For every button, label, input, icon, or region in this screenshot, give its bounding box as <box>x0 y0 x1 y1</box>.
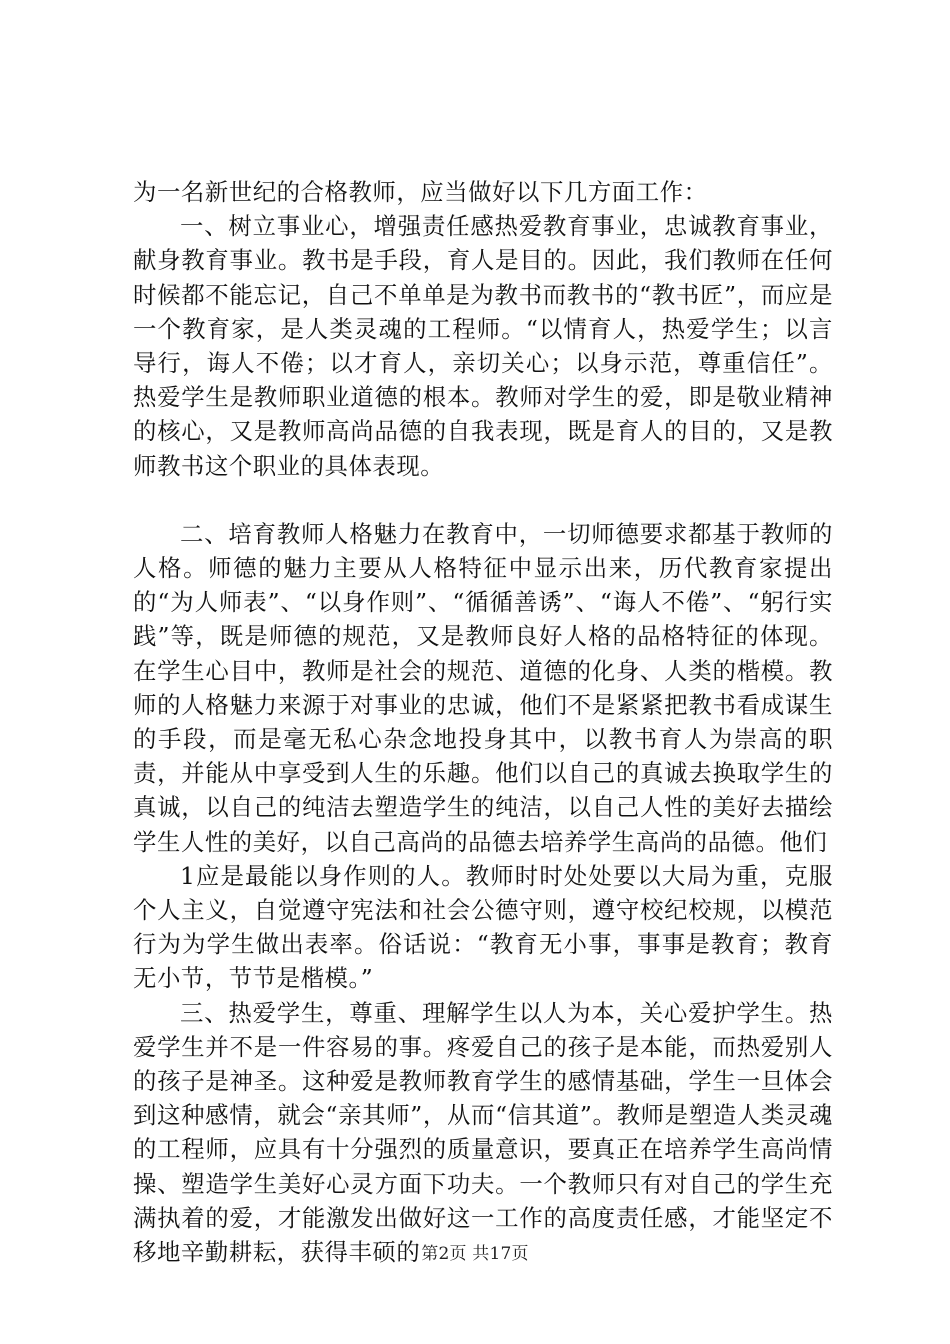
paragraph-continuation: 1应是最能以身作则的人。教师时时处处要以大局为重，克服个人主义，自觉遵守宪法和社会公德守则，遵守校纪校规，以模范行为为学生做出表率。俗话说：“教育无小事，事事是教育；教育无小节，节节是楷模。” <box>133 861 833 993</box>
paragraph-section-one: 一、树立事业心，增强责任感热爱教育事业，忠诚教育事业，献身教育事业。教书是手段，育人是目的。因此，我们教师在任何时候都不能忘记，自己不单单是为教书而教书的“教书匠”，而应是一个教育家，是人类灵魂的工程师。“以情育人，热爱学生；以言导行，诲人不倦；以才育人，亲切关心；以身示范，尊重信任”。热爱学生是教师职业道德的根本。教师对学生的爱，即是敬业精神的核心，又是教师高尚品德的自我表现，既是育人的目的，又是教师教书这个职业的具体表现。 <box>133 212 833 480</box>
document-body <box>133 175 833 1269</box>
paragraph-section-three: 三、热爱学生，尊重、理解学生以人为本，关心爱护学生。热爱学生并不是一件容易的事。疼爱自己的孩子是本能，而热爱别人的孩子是神圣。这种爱是教师教育学生的感情基础，学生一旦体会到这种感情，就会“亲其师”，从而“信其道”。教师是塑造人类灵魂的工程师，应具有十分强烈的质量意识，要真正在培养学生高尚情操、塑造学生美好心灵方面下功夫。一个教师只有对自己的学生充满执着的爱，才能激发出做好这一工作的高度责任感，才能坚定不移地辛勤耕耘，获得丰硕的 <box>133 998 833 1267</box>
paragraph-spacer <box>133 483 833 517</box>
page-number-footer: 第2页 共17页 <box>421 1244 529 1264</box>
paragraph-intro: 为一名新世纪的合格教师，应当做好以下几方面工作： <box>133 178 708 206</box>
paragraph-section-two: 二、培育教师人格魅力在教育中，一切师德要求都基于教师的人格。师德的魅力主要从人格特征中显示出来，历代教育家提出的“为人师表”、“以身作则”、“循循善诱”、“诲人不倦”、“躬行实践”等，既是师德的规范，又是教师良好人格的品格特征的体现。在学生心目中，教师是社会的规范、道德的化身、人类的楷模。教师的人格魅力来源于对事业的忠诚，他们不是紧紧把教书看成谋生的手段，而是毫无私心杂念地投身其中，以教书育人为崇高的职责，并能从中享受到人生的乐趣。他们以自己的真诚去换取学生的真诚，以自己的纯洁去塑造学生的纯洁，以自己人性的美好去描绘学生人性的美好，以自己高尚的品德去培养学生高尚的品德。他们 <box>133 519 833 856</box>
